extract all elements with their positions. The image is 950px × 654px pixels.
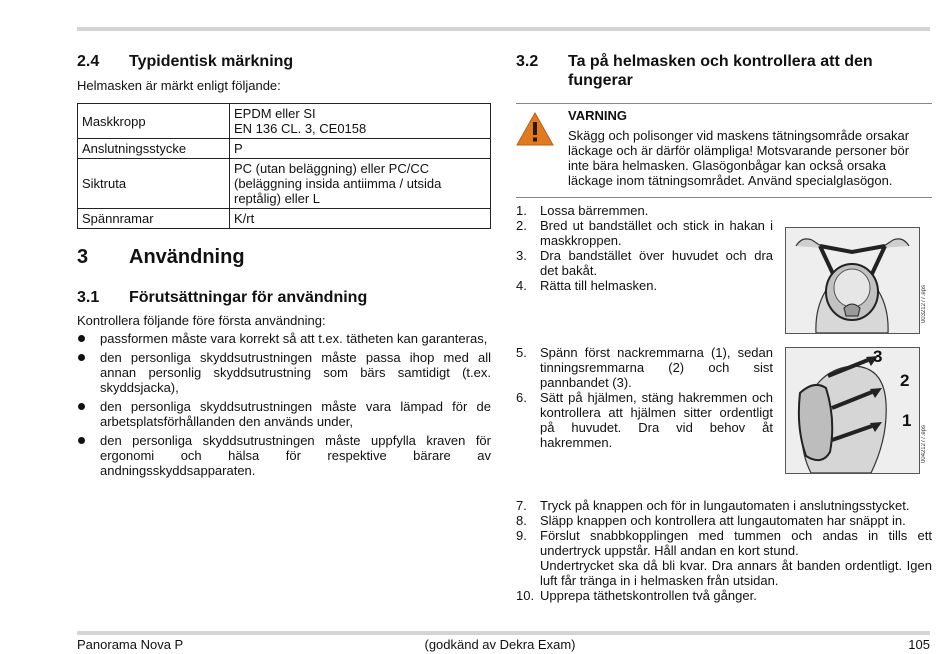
title-line: fungerar [568, 72, 633, 89]
section-3-2-heading [516, 52, 932, 90]
table-row [78, 104, 491, 139]
figure-mask-straps [785, 347, 920, 474]
section-title [568, 52, 873, 90]
step-number: 1. [516, 203, 527, 218]
strap-label-2: 2 [900, 371, 910, 390]
list-item [516, 528, 932, 588]
value-line: reptålig) eller L [234, 191, 320, 206]
list-item [516, 390, 773, 450]
step-number: 6. [516, 390, 527, 405]
section-3-1-heading [77, 288, 491, 307]
section-3-heading [77, 245, 491, 269]
step-text: Spänn först nackremmarna (1), sedan tinningsremmarna (2) och sist pannbandet (3). [540, 345, 773, 390]
left-column [77, 52, 491, 482]
list-item [516, 513, 932, 528]
list-item: den personliga skyddsutrustningen måste vara lämpad för de arbetsplatsförhållanden den används under, [77, 399, 491, 429]
list-item: den personliga skyddsutrustningen måste uppfylla kraven för ergonomi och hälsa för respektive bärare av andningsskyddsapparaten. [77, 433, 491, 478]
step-number: 2. [516, 218, 527, 233]
step-number: 4. [516, 278, 527, 293]
table-row [78, 139, 491, 159]
step-number: 3. [516, 248, 527, 263]
section-title: Användning [129, 246, 245, 268]
list-item [516, 498, 932, 513]
figure-code: 00321277.eps [921, 285, 927, 324]
step-text: Lossa bärremmen. [540, 203, 649, 218]
mask-straps-illustration-icon [786, 348, 919, 473]
value-line: P [234, 141, 243, 156]
table-value [230, 209, 491, 229]
value-line: K/rt [234, 211, 255, 226]
table-row [78, 159, 491, 209]
table-value [230, 104, 491, 139]
section-number: 2.4 [77, 53, 100, 70]
section-number: 3 [77, 246, 89, 268]
warning-bottom-rule [516, 197, 932, 198]
list-item [516, 278, 773, 293]
table-row [78, 209, 491, 229]
section-number: 3.1 [77, 289, 100, 306]
footer-rule [77, 631, 930, 635]
section-number: 3.2 [516, 53, 539, 70]
header-rule [77, 27, 930, 31]
steps-list-b [516, 345, 773, 450]
table-key: Spännramar [78, 209, 230, 229]
step-sub-text: Undertrycket ska då bli kvar. Dra annars åt banden ordentligt. Igen luft får tränga in i helmasken från utsidan. [540, 558, 932, 588]
table-key: Maskkropp [78, 104, 230, 139]
table-value [230, 159, 491, 209]
section-title: Förutsättningar för användning [129, 289, 368, 306]
step-text: Släpp knappen och kontrollera att lungautomaten har snäppt in. [540, 513, 906, 528]
figure-mask-donning [785, 227, 920, 334]
warning-title: VARNING [568, 108, 627, 123]
page-number: 105 [908, 637, 930, 652]
table-key: Anslutningsstycke [78, 139, 230, 159]
value-line: PC (utan beläggning) eller PC/CC [234, 161, 430, 176]
figure-code: 00421277.eps [921, 425, 927, 464]
value-line: (beläggning insida antiimma / utsida [234, 176, 442, 191]
step-number: 9. [516, 528, 527, 543]
table-key: Siktruta [78, 159, 230, 209]
prerequisites-list [77, 331, 491, 478]
step-text: Dra bandstället över huvudet och dra det bakåt. [540, 248, 773, 278]
strap-label-3: 3 [873, 347, 883, 366]
step-text: Upprepa täthetskontrollen två gånger. [540, 588, 757, 603]
step-main-text: Förslut snabbkopplingen med tummen och andas in tills ett undertryck uppstår. Håll andan en kort stund. [540, 528, 932, 558]
step-number: 7. [516, 498, 527, 513]
prerequisites-intro: Kontrollera följande före första användning: [77, 313, 326, 328]
list-item [516, 248, 773, 278]
warning-text: Skägg och polisonger vid maskens tätningsområde orsakar läckage och är därför olämpliga! Motsvarande personer bör inte bära helmasken. Glasögonbågar kan också orsaka läckage inom tätningsområdet. Använd specialglasögon. [568, 128, 910, 188]
footer-approval: (godkänd av Dekra Exam) [424, 637, 576, 652]
list-item [516, 203, 773, 218]
warning-body [568, 108, 932, 188]
step-number: 5. [516, 345, 527, 360]
title-line: Ta på helmasken och kontrollera att den [568, 53, 873, 70]
step-number: 8. [516, 513, 527, 528]
mask-donning-illustration-icon [786, 228, 919, 333]
warning-icon [516, 108, 568, 188]
step-number: 10. [516, 588, 535, 603]
step-text: Sätt på hjälmen, stäng hakremmen och kontrollera att hjälmen sitter ordentligt på huvudet. Dra vid behov åt hakremmen. [540, 390, 773, 450]
step-text: Bred ut bandstället och stick in hakan i maskkroppen. [540, 218, 773, 248]
value-line: EPDM eller SI [234, 106, 316, 121]
list-item [516, 345, 773, 390]
value-line: EN 136 CL. 3, CE0158 [234, 121, 367, 136]
steps-list-a [516, 203, 773, 293]
step-text: Rätta till helmasken. [540, 278, 658, 293]
list-item [516, 218, 773, 248]
list-item: passformen måste vara korrekt så att t.ex. tätheten kan garanteras, [77, 331, 491, 346]
step-text: Tryck på knappen och för in lungautomaten i anslutningsstycket. [540, 498, 910, 513]
list-item [516, 588, 932, 603]
strap-label-1: 1 [902, 411, 912, 430]
section-title: Typidentisk märkning [129, 53, 294, 70]
warning-box [516, 104, 932, 188]
footer-product: Panorama Nova P [77, 637, 184, 652]
step-text [540, 528, 932, 588]
table-value [230, 139, 491, 159]
marking-table [77, 103, 491, 229]
list-item: den personliga skyddsutrustningen måste passa ihop med all annan personlig skyddsutrustning som bärs samtidigt (t.ex. skyddsjacka), [77, 350, 491, 395]
steps-list-c [516, 498, 932, 603]
marking-intro: Helmasken är märkt enligt följande: [77, 78, 281, 93]
section-2-4-heading [77, 52, 491, 71]
